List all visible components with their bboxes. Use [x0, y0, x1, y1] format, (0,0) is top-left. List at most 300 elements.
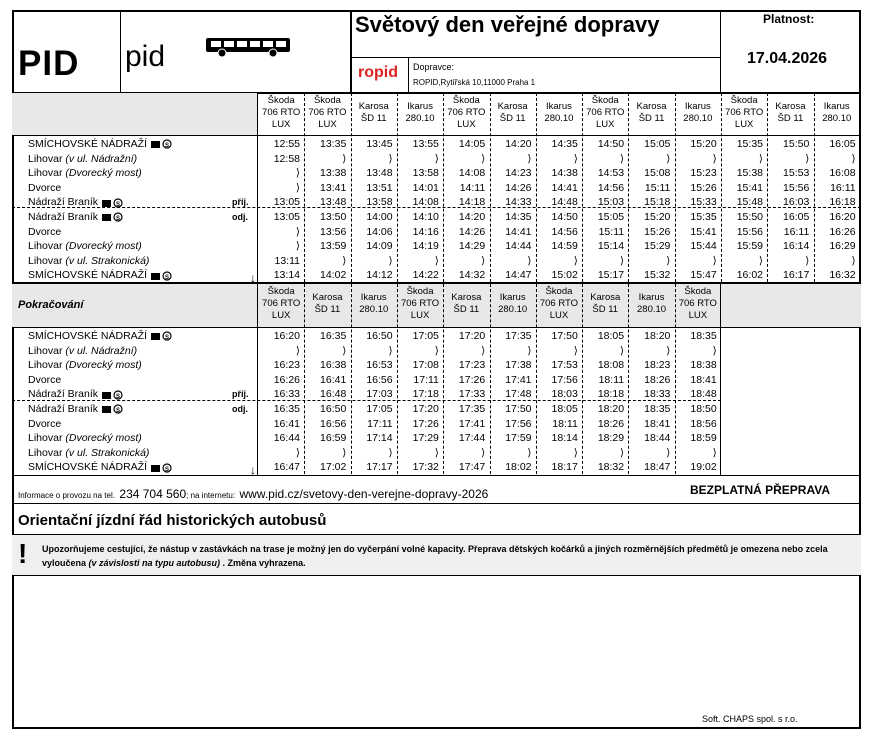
time-cell: 18:26	[644, 373, 671, 386]
time-cell: 16:59	[320, 432, 347, 445]
time-cell: ⟩	[619, 152, 625, 165]
time-cell: 17:48	[505, 388, 532, 401]
time-cell: ⟩	[295, 240, 300, 253]
column-header-line: ŠD 11	[499, 113, 526, 124]
time-cell: 18:05	[551, 403, 578, 415]
column-header-line: 706 RTO	[725, 107, 764, 118]
time-cell: ⟩	[851, 152, 856, 165]
warning-text-2: (v závislosti na typu autobusu)	[88, 558, 221, 568]
time-cell: 17:23	[458, 359, 486, 372]
time-cell: 16:32	[829, 269, 856, 282]
column-header-5	[490, 101, 536, 125]
stop-name-suffix: (Dvorecký most)	[65, 167, 142, 180]
time-cell: 17:41	[505, 373, 532, 386]
time-cell: 13:14	[273, 269, 300, 282]
time-cell: 17:08	[412, 359, 439, 372]
stop-name	[28, 460, 174, 474]
stop-name	[28, 254, 149, 268]
info-web-prefix: ; na internetu:	[186, 491, 236, 500]
time-cell: 15:26	[644, 225, 671, 238]
table1-header-blank	[12, 93, 257, 135]
time-cell: 16:53	[366, 359, 393, 372]
stop-name-main: Nádraží Braník	[28, 388, 99, 401]
pid-logo: PID	[18, 44, 80, 83]
time-cell: ⟩	[388, 446, 393, 459]
column-header-2	[351, 292, 397, 316]
time-cell: ⟩	[388, 344, 393, 357]
column-header-7	[582, 292, 628, 316]
time-cell: ⟩	[342, 152, 347, 165]
time-cell: 15:56	[783, 181, 810, 194]
stop-name	[28, 344, 137, 358]
column-header-line: LUX	[596, 119, 615, 130]
column-header-line: 280.10	[637, 304, 667, 315]
metro-transfer-icon	[101, 404, 125, 414]
stop-name-suffix: (v ul. Strakonická)	[65, 254, 150, 267]
time-cell: 15:29	[644, 240, 671, 253]
time-cell: 12:58	[273, 152, 300, 165]
time-cell: 15:05	[644, 138, 671, 150]
column-header-line: 706 RTO	[586, 107, 625, 118]
time-cell: 18:48	[690, 388, 717, 401]
time-cell: 16:20	[829, 211, 856, 223]
time-cell: ⟩	[434, 344, 439, 357]
stop-name-suffix: (Dvorecký most)	[65, 432, 142, 445]
time-cell: 16:56	[366, 373, 393, 386]
time-cell: 16:38	[320, 359, 347, 372]
continuation-label: Pokračování	[18, 299, 84, 311]
column-header-line: Škoda	[406, 286, 434, 297]
time-cell: ⟩	[527, 446, 532, 459]
column-header-line: 280.10	[822, 113, 852, 124]
time-cell: 18:59	[690, 432, 717, 445]
column-header-line: Karosa	[312, 292, 343, 303]
time-cell: 13:35	[320, 138, 347, 150]
time-cell: 16:56	[320, 417, 347, 430]
stop-name-main: Dvorce	[28, 225, 62, 238]
time-cell: 17:17	[366, 461, 393, 474]
time-cell: 16:35	[273, 403, 300, 415]
svg-text:S: S	[115, 201, 120, 208]
direction-arrow: ↓	[250, 271, 256, 285]
svg-text:S: S	[115, 393, 120, 400]
stop-name-main: SMÍCHOVSKÉ NÁDRAŽÍ	[28, 138, 148, 150]
time-cell: 15:35	[690, 211, 717, 223]
time-cell: 16:41	[273, 417, 300, 430]
metro-transfer-icon	[101, 390, 125, 400]
time-cell: 18:56	[690, 417, 717, 430]
column-header-line: ŠD 11	[360, 113, 387, 124]
software-credit: Soft. CHAPS spol. s r.o.	[702, 714, 798, 724]
time-cell: 14:11	[459, 181, 486, 194]
time-cell: 14:00	[366, 211, 393, 223]
time-cell: 14:41	[505, 225, 532, 238]
stop-name	[28, 181, 61, 195]
column-header-line: ŠD 11	[638, 113, 665, 124]
time-cell: 17:03	[366, 388, 393, 401]
stop-name-main: Lihovar	[28, 254, 63, 267]
time-cell: 17:56	[505, 417, 532, 430]
time-cell: 14:02	[320, 269, 347, 282]
time-cell: ⟩	[434, 446, 439, 459]
column-header-line: Škoda	[267, 95, 295, 106]
column-header-9	[675, 286, 721, 322]
time-cell: 18:32	[597, 461, 625, 474]
column-header-line: Ikarus	[638, 292, 665, 303]
time-cell: 15:38	[736, 167, 763, 180]
time-cell: 18:50	[690, 403, 717, 415]
time-cell: 14:18	[458, 196, 486, 209]
warning-text-3: . Změna vyhrazena.	[220, 558, 306, 568]
time-cell: 16:11	[783, 225, 810, 238]
stop-name	[28, 152, 137, 166]
time-cell: 16:50	[320, 403, 347, 415]
time-cell: 13:38	[320, 167, 347, 180]
time-cell: 17:47	[458, 461, 486, 474]
time-cell: 14:26	[505, 181, 532, 194]
stop-name-main: Dvorce	[28, 373, 62, 386]
stop-name-main: SMÍCHOVSKÉ NÁDRAŽÍ	[28, 330, 148, 342]
time-cell: ⟩	[388, 254, 393, 267]
time-cell: 14:56	[597, 181, 625, 194]
time-cell: 14:47	[505, 269, 532, 282]
column-header-10	[721, 95, 767, 131]
stop-name-main: Nádraží Braník	[28, 403, 99, 415]
metro-transfer-icon	[150, 463, 174, 473]
time-cell: 14:38	[551, 167, 578, 180]
svg-text:S: S	[164, 335, 169, 342]
time-cell: ⟩	[712, 446, 717, 459]
time-cell: 16:44	[273, 432, 300, 445]
column-header-3	[397, 101, 443, 125]
time-cell: 16:47	[273, 461, 300, 474]
time-cell: 15:02	[551, 269, 578, 282]
time-cell: 18:14	[551, 432, 578, 445]
stop-name-main: Lihovar	[28, 359, 63, 372]
time-cell: 12:55	[273, 138, 300, 150]
info-phone[interactable]: 234 704 560	[119, 487, 187, 501]
time-cell: 17:05	[412, 330, 439, 342]
pid-small-logo: pid	[125, 40, 166, 73]
stop-name	[28, 417, 61, 431]
stop-name-main: Nádraží Braník	[28, 211, 99, 223]
time-cell: ⟩	[342, 254, 347, 267]
time-cell: 13:59	[320, 240, 347, 253]
column-header-line: Ikarus	[407, 101, 433, 112]
column-header-line: Karosa	[590, 292, 621, 303]
column-header-0	[258, 286, 304, 322]
column-header-line: 280.10	[359, 304, 389, 315]
time-cell: 17:50	[551, 330, 578, 342]
time-cell: 15:14	[597, 240, 625, 253]
svg-text:S: S	[164, 466, 169, 473]
time-cell: 18:44	[644, 432, 671, 445]
time-cell: 14:12	[366, 269, 393, 282]
time-cell: ⟩	[527, 254, 532, 267]
time-cell: ⟩	[573, 446, 578, 459]
time-cell: 17:38	[505, 359, 532, 372]
column-header-line: Karosa	[636, 101, 667, 112]
bus-icon	[205, 36, 293, 58]
stop-name	[28, 446, 149, 460]
column-header-line: LUX	[271, 310, 291, 321]
time-cell: 17:35	[505, 330, 532, 342]
time-cell: 14:08	[412, 196, 439, 209]
time-cell: 16:20	[273, 330, 300, 342]
time-cell: 14:56	[551, 225, 578, 238]
stop-name-suffix: (v ul. Strakonická)	[65, 446, 150, 459]
time-cell: 16:18	[829, 196, 856, 209]
time-cell: 15:35	[736, 138, 763, 150]
time-cell: 18:17	[551, 461, 578, 474]
time-cell: 15:18	[644, 196, 671, 209]
time-cell: 14:35	[505, 211, 532, 223]
time-cell: 15:41	[690, 225, 717, 238]
time-cell: ⟩	[295, 181, 300, 194]
column-header-1	[304, 95, 350, 131]
stop-flag: odj.	[232, 212, 248, 222]
time-cell: 15:26	[690, 181, 717, 194]
time-cell: 14:59	[551, 240, 578, 253]
column-header-line: ŠD 11	[314, 304, 341, 315]
column-header-7	[582, 95, 628, 131]
time-cell: 17:44	[458, 432, 486, 445]
time-cell: 13:48	[320, 196, 347, 209]
time-cell: ⟩	[805, 254, 810, 267]
column-header-line: LUX	[410, 310, 430, 321]
column-header-8	[628, 292, 674, 316]
column-header-4	[443, 95, 489, 131]
time-cell: 16:48	[320, 388, 347, 401]
time-cell: 14:08	[458, 167, 486, 180]
info-url[interactable]: www.pid.cz/svetovy-den-verejne-dopravy-2026	[239, 487, 489, 501]
time-cell: 13:55	[412, 138, 439, 150]
column-header-line: Ikarus	[360, 292, 387, 303]
column-header-line: Ikarus	[823, 101, 850, 112]
stop-name-main: Lihovar	[28, 240, 63, 253]
time-cell: 18:23	[644, 359, 671, 372]
column-header-line: Karosa	[358, 101, 389, 112]
stop-name	[28, 225, 61, 239]
stop-name	[28, 239, 142, 253]
warning-bottom-line	[12, 575, 861, 576]
stop-name-main: Nádraží Braník	[28, 196, 99, 209]
column-header-11	[767, 101, 813, 125]
warning-text-1: Upozorňujeme cestující, že nástup v zastávkách na trase je možný jen do vyčerpání volné kapacity. Přeprava dětských kočárků a jiných rozměrnějších předmětů je omezena nebo zcela vyloučena	[42, 544, 828, 568]
column-header-line: Škoda	[267, 286, 295, 297]
column-header-12	[814, 101, 860, 125]
time-cell: 14:22	[412, 269, 439, 282]
time-cell: ⟩	[805, 152, 810, 165]
info-prefix: Informace o provozu na tel.	[18, 491, 115, 500]
time-cell: ⟩	[851, 254, 856, 267]
time-cell: 13:41	[320, 181, 347, 194]
time-cell: ⟩	[758, 254, 763, 267]
time-cell: ⟩	[712, 344, 717, 357]
table2-bottom-line	[12, 475, 861, 476]
time-cell: 15:05	[597, 211, 625, 223]
column-header-line: Škoda	[684, 286, 712, 297]
stop-flag: příj.	[232, 389, 249, 400]
time-cell: 15:20	[690, 138, 717, 150]
stop-name-main: SMÍCHOVSKÉ NÁDRAŽÍ	[28, 461, 148, 474]
svg-text:S: S	[164, 143, 169, 150]
stop-flag: příj.	[232, 197, 249, 208]
time-cell: 16:11	[830, 181, 856, 194]
carrier-label: Dopravce:	[413, 62, 455, 72]
time-cell: ⟩	[712, 254, 717, 267]
time-cell: 15:11	[644, 181, 671, 194]
time-cell: 13:56	[320, 225, 347, 238]
time-cell: 14:20	[458, 211, 486, 223]
column-header-line: 706 RTO	[539, 298, 579, 309]
stop-name	[28, 268, 174, 282]
time-cell: ⟩	[481, 446, 486, 459]
stop-name-suffix: (v ul. Nádražní)	[65, 152, 138, 165]
time-cell: 14:06	[366, 225, 393, 238]
time-cell: 17:20	[458, 330, 486, 342]
stop-name	[28, 329, 174, 343]
metro-transfer-icon	[150, 271, 174, 281]
column-header-line: LUX	[688, 310, 708, 321]
time-cell: 17:20	[412, 403, 439, 415]
time-cell: 17:33	[458, 388, 486, 401]
time-cell: 16:17	[783, 269, 810, 282]
time-cell: ⟩	[666, 254, 671, 267]
column-header-line: 706 RTO	[308, 107, 347, 118]
time-cell: 17:41	[458, 417, 486, 430]
time-cell: 15:17	[597, 269, 625, 282]
time-cell: ⟩	[619, 254, 625, 267]
time-cell: ⟩	[758, 152, 763, 165]
time-cell: 17:14	[366, 432, 393, 445]
time-cell: 16:08	[829, 167, 856, 180]
svg-text:S: S	[115, 408, 120, 415]
time-cell: 13:11	[274, 254, 300, 267]
time-cell: 16:29	[829, 240, 856, 253]
column-header-line: LUX	[549, 310, 569, 321]
time-cell: 18:11	[552, 417, 578, 430]
time-cell: 16:05	[829, 138, 856, 150]
time-cell: ⟩	[434, 152, 439, 165]
metro-transfer-icon	[150, 139, 174, 149]
column-header-line: ŠD 11	[592, 304, 619, 315]
time-cell: 13:51	[366, 181, 393, 194]
time-cell: ⟩	[619, 446, 625, 459]
time-cell: ⟩	[434, 254, 439, 267]
column-header-line: Ikarus	[684, 101, 711, 112]
time-cell: ⟩	[666, 446, 671, 459]
time-cell: 13:58	[366, 196, 393, 209]
column-header-line: Karosa	[775, 101, 806, 112]
time-cell: 13:48	[366, 167, 393, 180]
footer-divider	[12, 503, 861, 504]
time-cell: 17:02	[320, 461, 347, 474]
stop-name-main: Dvorce	[28, 417, 62, 430]
time-cell: 15:48	[736, 196, 763, 209]
time-cell: 18:18	[597, 388, 625, 401]
column-header-line: Škoda	[545, 286, 573, 297]
time-cell: ⟩	[481, 254, 486, 267]
stop-name-main: SMÍCHOVSKÉ NÁDRAŽÍ	[28, 269, 148, 282]
time-cell: ⟩	[295, 446, 300, 459]
column-header-line: Škoda	[591, 95, 619, 106]
table1-header-line	[12, 135, 861, 136]
carrier-divider	[350, 57, 720, 58]
time-cell: 18:47	[644, 461, 671, 474]
time-cell: 15:23	[690, 167, 717, 180]
column-header-4	[443, 292, 489, 316]
stop-name	[28, 402, 125, 416]
time-cell: 16:26	[273, 373, 300, 386]
column-header-3	[397, 286, 443, 322]
time-cell: ⟩	[712, 152, 717, 165]
column-header-line: 280.10	[498, 304, 528, 315]
column-header-line: Karosa	[451, 292, 482, 303]
column-header-5	[490, 292, 536, 316]
ropid-logo: ropid	[358, 64, 398, 81]
time-cell: ⟩	[481, 344, 486, 357]
column-header-line: ŠD 11	[777, 113, 804, 124]
stop-name	[28, 373, 61, 387]
time-cell: 14:50	[597, 138, 625, 150]
time-cell: 14:19	[412, 240, 439, 253]
time-cell: 14:29	[458, 240, 486, 253]
time-cell: 18:41	[644, 417, 671, 430]
time-cell: 15:44	[690, 240, 717, 253]
time-cell: 15:08	[644, 167, 671, 180]
time-cell: ⟩	[295, 344, 300, 357]
time-cell: 15:20	[644, 211, 671, 223]
time-cell: 14:35	[551, 138, 578, 150]
time-cell: 14:05	[458, 138, 486, 150]
time-cell: 18:38	[690, 359, 717, 372]
time-cell: 18:35	[690, 330, 717, 342]
stop-name-main: Lihovar	[28, 446, 63, 459]
time-cell: 18:35	[644, 403, 671, 415]
time-cell: 18:05	[597, 330, 625, 342]
column-header-line: 706 RTO	[678, 298, 717, 309]
column-header-line: 706 RTO	[262, 107, 301, 118]
column-header-line: 280.10	[405, 113, 435, 124]
stop-flag: odj.	[232, 404, 248, 414]
time-cell: 17:53	[551, 359, 578, 372]
time-cell: 18:20	[644, 330, 671, 342]
time-cell: 15:32	[644, 269, 671, 282]
stop-name-main: Lihovar	[28, 152, 63, 165]
time-cell: 14:09	[366, 240, 393, 253]
stop-name-suffix: (Dvorecký most)	[65, 359, 142, 372]
time-cell: ⟩	[295, 167, 300, 180]
warning-text	[42, 542, 842, 570]
time-cell: 17:26	[412, 417, 439, 430]
column-header-line: 706 RTO	[262, 298, 301, 309]
page-title: Světový den veřejné dopravy	[355, 12, 660, 37]
time-cell: 17:05	[366, 403, 393, 415]
time-cell: 16:50	[366, 330, 393, 342]
time-cell: 18:08	[597, 359, 625, 372]
validity-date: 17.04.2026	[747, 50, 828, 67]
time-cell: ⟩	[573, 254, 578, 267]
time-cell: ⟩	[619, 344, 625, 357]
metro-transfer-icon	[150, 331, 174, 341]
time-cell: 18:33	[644, 388, 671, 401]
time-cell: ⟩	[342, 446, 347, 459]
column-header-6	[536, 286, 582, 322]
time-cell: 14:44	[505, 240, 532, 253]
time-cell: 17:11	[367, 417, 393, 430]
column-header-line: 280.10	[544, 113, 574, 124]
